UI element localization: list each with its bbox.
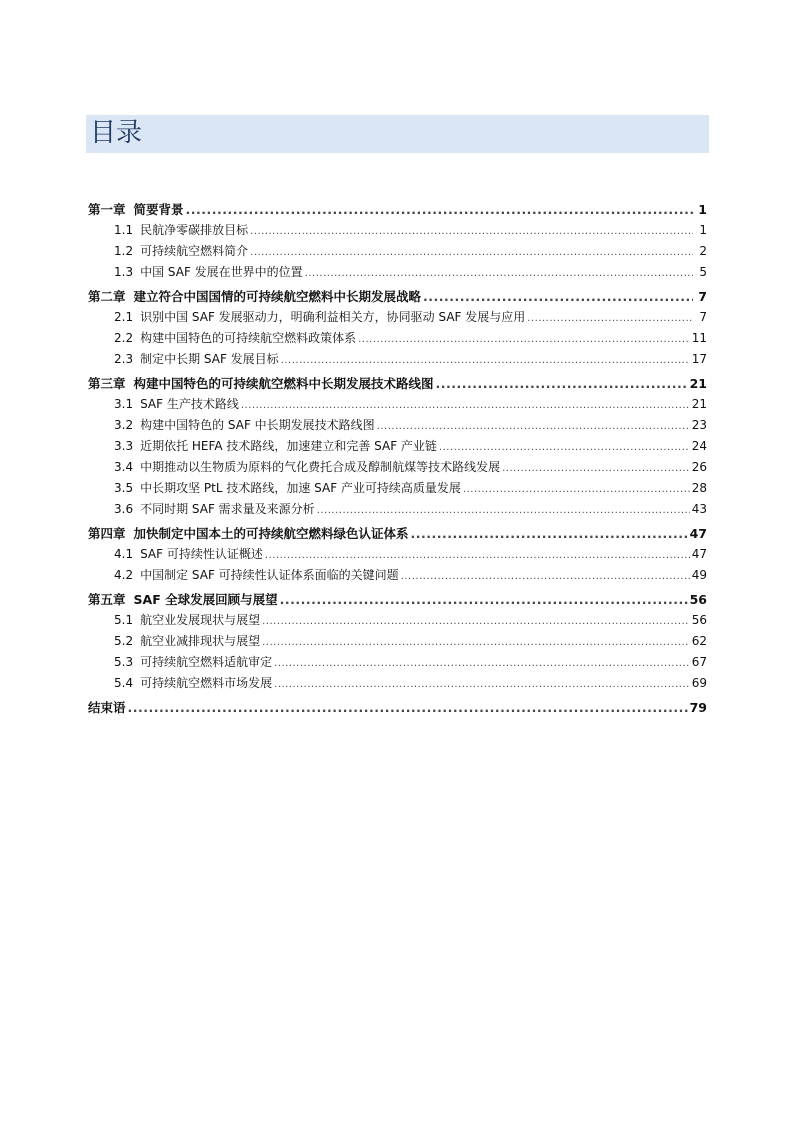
toc-dot-leader: [265, 545, 690, 566]
toc-dot-leader: [305, 263, 693, 284]
toc-page-number: 1: [698, 202, 707, 217]
toc-page-number: 7: [698, 289, 707, 304]
toc-entry-title: 结束语: [88, 700, 126, 715]
toc-section-entry[interactable]: [88, 652, 707, 673]
toc-section-entry[interactable]: [88, 415, 707, 436]
toc-heading-banner: [86, 115, 709, 153]
toc-entry-number: 1.1: [114, 223, 134, 237]
toc-dot-leader: [527, 308, 693, 329]
toc-entry-title: 航空业减排现状与展望: [140, 634, 261, 648]
toc-dot-leader: [401, 566, 690, 587]
toc-section-entry[interactable]: [88, 241, 707, 262]
toc-dot-leader: [436, 373, 688, 394]
toc-entry-number: 5.4: [114, 676, 134, 690]
toc-chapter-entry[interactable]: [88, 523, 707, 544]
toc-dot-leader: [128, 697, 688, 718]
toc-dot-leader: [250, 221, 693, 242]
toc-section-entry[interactable]: [88, 436, 707, 457]
toc-entry-number: 第五章: [88, 592, 126, 607]
toc-dot-leader: [186, 199, 693, 220]
toc-section-entry[interactable]: [88, 394, 707, 415]
toc-entry-title: 航空业发展现状与展望: [140, 613, 261, 627]
toc-section-entry[interactable]: [88, 673, 707, 694]
toc-section-entry[interactable]: [88, 349, 707, 370]
toc-entry-title: 中国 SAF 发展在世界中的位置: [140, 265, 303, 279]
toc-entry-title: SAF 生产技术路线: [140, 397, 239, 411]
toc-section-entry[interactable]: [88, 262, 707, 283]
toc-page-number: 17: [691, 352, 707, 366]
toc-entry-title: SAF 可持续性认证概述: [140, 547, 263, 561]
toc-entry-title: 构建中国特色的可持续航空燃料中长期发展技术路线图: [133, 376, 434, 391]
toc-dot-leader: [463, 479, 690, 500]
toc-entry-number: 4.1: [114, 547, 134, 561]
toc-dot-leader: [358, 329, 690, 350]
toc-section-entry[interactable]: [88, 610, 707, 631]
toc-section-entry[interactable]: [88, 457, 707, 478]
toc-page-number: 26: [691, 460, 707, 474]
toc-page-number: 56: [689, 592, 707, 607]
toc-page-number: 79: [689, 700, 707, 715]
toc-page-number: 69: [691, 676, 707, 690]
toc-entry-number: 3.3: [114, 439, 134, 453]
toc-section-entry[interactable]: [88, 499, 707, 520]
toc-entry-number: 第二章: [88, 289, 126, 304]
toc-dot-leader: [241, 395, 690, 416]
page-title: 目录: [90, 118, 143, 148]
toc-entry-title: 可持续航空燃料市场发展: [140, 676, 273, 690]
toc-entry-title: 可持续航空燃料简介: [140, 244, 249, 258]
toc-entry-number: 1.2: [114, 244, 134, 258]
toc-dot-leader: [262, 611, 690, 632]
toc-dot-leader: [317, 500, 690, 521]
toc-entry-title: 不同时期 SAF 需求量及来源分析: [140, 502, 315, 516]
toc-section-entry[interactable]: [88, 565, 707, 586]
toc-entry-title: 中国制定 SAF 可持续性认证体系面临的关键问题: [140, 568, 399, 582]
toc-page-number: 23: [691, 418, 707, 432]
toc-page-number: 21: [691, 397, 707, 411]
toc-entry-title: 近期依托 HEFA 技术路线，加速建立和完善 SAF 产业链: [140, 439, 437, 453]
toc-chapter-entry[interactable]: [88, 697, 707, 718]
toc-entry-number: 5.2: [114, 634, 134, 648]
toc-page-number: 11: [691, 331, 707, 345]
toc-page-number: 21: [689, 376, 707, 391]
toc-section-entry[interactable]: [88, 478, 707, 499]
toc-entry-title: 建立符合中国国情的可持续航空燃料中长期发展战略: [133, 289, 422, 304]
toc-section-entry[interactable]: [88, 220, 707, 241]
toc-page-number: 24: [691, 439, 707, 453]
toc-entry-title: 构建中国特色的可持续航空燃料政策体系: [140, 331, 357, 345]
toc-entry-number: 3.2: [114, 418, 134, 432]
toc-entry-number: 2.3: [114, 352, 134, 366]
toc-page-number: 28: [691, 481, 707, 495]
toc-dot-leader: [439, 437, 690, 458]
toc-entry-number: 3.5: [114, 481, 134, 495]
toc-entry-title: 加快制定中国本土的可持续航空燃料绿色认证体系: [133, 526, 409, 541]
toc-dot-leader: [423, 286, 693, 307]
toc-entry-number: 5.3: [114, 655, 134, 669]
toc-section-entry[interactable]: [88, 307, 707, 328]
toc-chapter-entry[interactable]: [88, 199, 707, 220]
toc-entry-title: 中期推动以生物质为原料的气化费托合成及醇制航煤等技术路线发展: [140, 460, 501, 474]
toc-entry-number: 3.6: [114, 502, 134, 516]
toc-dot-leader: [281, 350, 690, 371]
toc-entry-number: 第四章: [88, 526, 126, 541]
toc-entry-title: 制定中长期 SAF 发展目标: [140, 352, 279, 366]
toc-dot-leader: [280, 589, 688, 610]
toc-page-number: 47: [691, 547, 707, 561]
toc-entry-number: 3.4: [114, 460, 134, 474]
toc-entry-number: 3.1: [114, 397, 134, 411]
toc-page-number: 7: [699, 310, 707, 324]
toc-entry-number: 1.3: [114, 265, 134, 279]
toc-page-number: 49: [691, 568, 707, 582]
toc-page-number: 2: [699, 244, 707, 258]
toc-page-number: 56: [691, 613, 707, 627]
toc-entry-title: 中长期攻坚 PtL 技术路线，加速 SAF 产业可持续高质量发展: [140, 481, 461, 495]
toc-entry-title: 可持续航空燃料适航审定: [140, 655, 273, 669]
toc-dot-leader: [274, 674, 690, 695]
toc-entry-title: 构建中国特色的 SAF 中长期发展技术路线图: [140, 418, 375, 432]
toc-entry-number: 2.2: [114, 331, 134, 345]
toc-entry-title: 民航净零碳排放目标: [140, 223, 249, 237]
toc-chapter-entry[interactable]: [88, 373, 707, 394]
toc-dot-leader: [262, 632, 690, 653]
toc-chapter-entry[interactable]: [88, 286, 707, 307]
toc-dot-leader: [250, 242, 693, 263]
toc-entry-title: SAF 全球发展回顾与展望: [133, 592, 278, 607]
toc-dot-leader: [377, 416, 690, 437]
toc-entry-title: 简要背景: [133, 202, 184, 217]
toc-entry-number: 2.1: [114, 310, 134, 324]
toc-dot-leader: [411, 523, 688, 544]
toc-entry-title: 识别中国 SAF 发展驱动力，明确利益相关方，协同驱动 SAF 发展与应用: [140, 310, 526, 324]
toc-page-number: 5: [699, 265, 707, 279]
toc-page-number: 43: [691, 502, 707, 516]
toc-dot-leader: [502, 458, 690, 479]
toc-entry-number: 4.2: [114, 568, 134, 582]
toc-page-number: 62: [691, 634, 707, 648]
toc-page-number: 1: [699, 223, 707, 237]
toc-dot-leader: [274, 653, 690, 674]
table-of-contents: [88, 199, 707, 718]
toc-chapter-entry[interactable]: [88, 589, 707, 610]
toc-entry-number: 5.1: [114, 613, 134, 627]
toc-entry-number: 第一章: [88, 202, 126, 217]
toc-page-number: 47: [689, 526, 707, 541]
toc-section-entry[interactable]: [88, 328, 707, 349]
toc-section-entry[interactable]: [88, 544, 707, 565]
toc-page-number: 67: [691, 655, 707, 669]
toc-entry-number: 第三章: [88, 376, 126, 391]
toc-section-entry[interactable]: [88, 631, 707, 652]
